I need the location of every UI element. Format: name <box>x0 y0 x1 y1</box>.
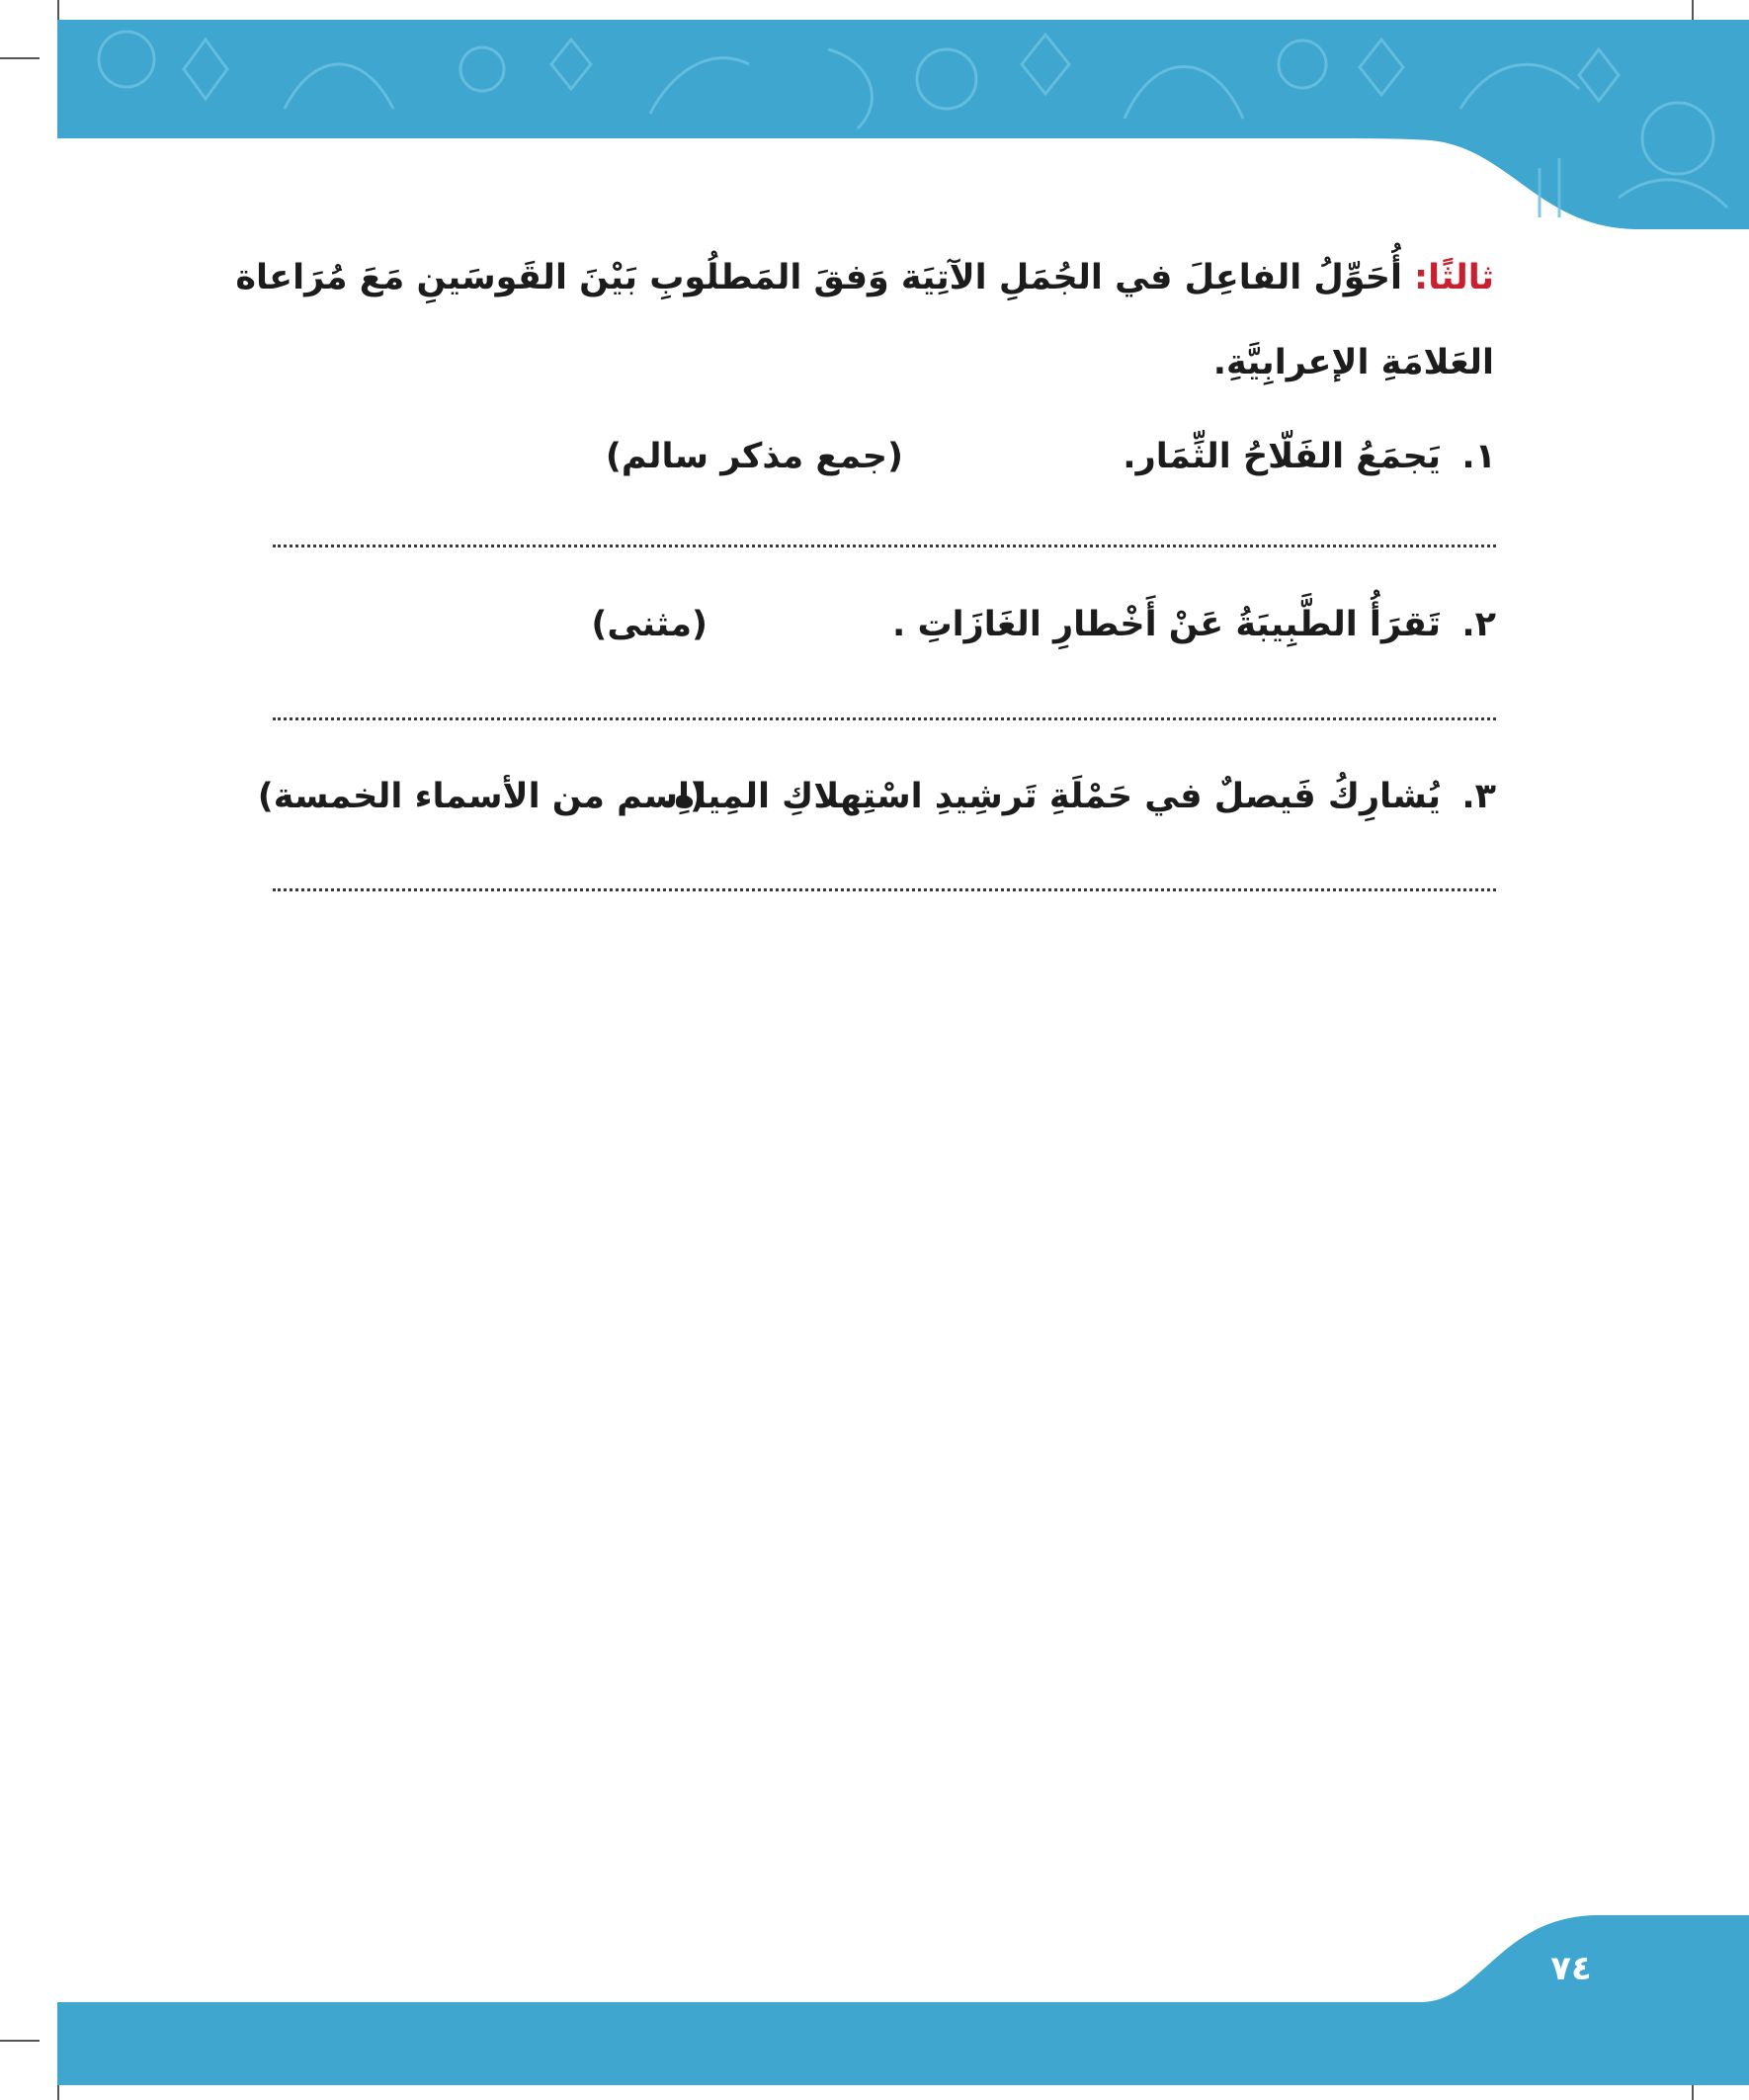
exercise-instruction <box>198 235 1494 405</box>
exercise-number: ١. <box>1461 437 1496 476</box>
exercise-number: ٣. <box>1461 777 1496 816</box>
exercise-sentence: تَقرَأُ الطَّبِيبَةُ عَنْ أَخْطارِ الغَازَاتِ . <box>891 605 1441 644</box>
exercise-item-2 <box>273 605 1496 664</box>
crop-mark <box>0 2040 40 2042</box>
instruction-text: أُحَوِّلُ الفاعِلَ في الجُمَلِ الآتِيَة وَفقَ المَطلُوبِ بَيْنَ القَوسَينِ مَعَ مُرَاعاة العَلامَةِ الإعرابِيَّةِ. <box>235 258 1494 382</box>
exercise-hint: (اسم من الأسماء الخمسة) <box>257 777 706 816</box>
page-number: ٧٤ <box>1550 1949 1592 1988</box>
instruction-prefix: ثالثًا: <box>1414 258 1494 297</box>
exercise-sentence: يَجمَعُ الفَلّاحُ الثِّمَار. <box>1123 437 1441 476</box>
exercise-item-3 <box>257 777 1496 836</box>
exercise-hint: (جمع مذكر سالم) <box>605 437 903 476</box>
exercise-number: ٢. <box>1461 605 1496 644</box>
answer-line[interactable] <box>273 888 1496 891</box>
exercise-item-1 <box>273 437 1496 496</box>
footer-band <box>57 1915 1749 2085</box>
answer-line[interactable] <box>273 545 1496 547</box>
crop-mark <box>0 57 40 59</box>
header-band <box>57 20 1749 229</box>
exercise-sentence: يُشارِكُ فَيصلٌ في حَمْلَةِ تَرشِيدِ اسْتِهلاكِ المِياهِ. <box>661 777 1441 816</box>
exercise-hint: (مثنى) <box>591 605 708 644</box>
answer-line[interactable] <box>273 717 1496 720</box>
